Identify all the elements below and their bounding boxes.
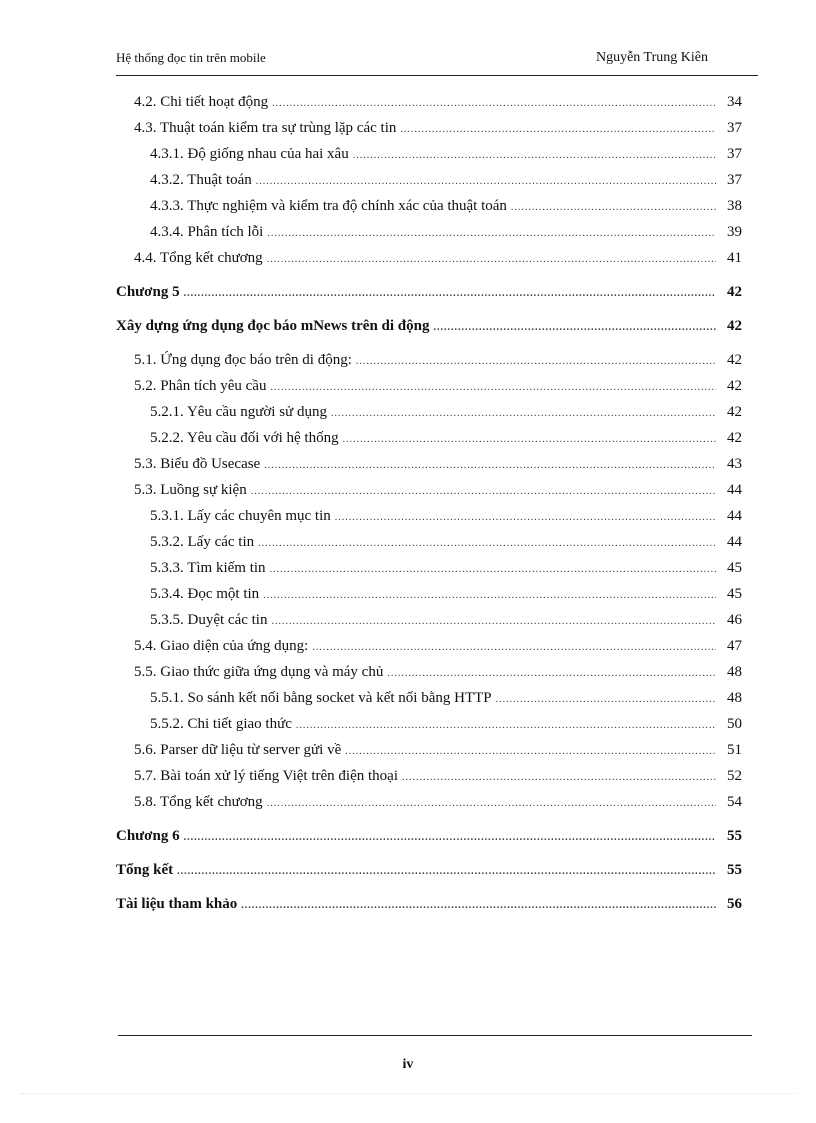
toc-entry[interactable] [116,170,742,190]
toc-entry-page: 56 [727,896,742,912]
toc-entry-title: 5.7. Bài toán xử lý tiếng Việt trên điện thoại [134,768,398,784]
toc-entry-title: 4.3.3. Thực nghiệm và kiểm tra độ chính xác của thuật toán [150,198,507,214]
toc-entry[interactable] [116,92,742,112]
toc-entry[interactable] [116,506,742,526]
toc-entry-page: 42 [727,352,742,368]
toc-entry-page: 44 [727,534,742,550]
toc-entry-title: Chương 6 [116,828,180,844]
toc-entry[interactable] [116,826,742,846]
toc-entry[interactable] [116,480,742,500]
toc-entry-title: 5.5.1. So sánh kết nối bằng socket và kết nối bằng HTTP [150,690,492,706]
toc-entry-title: 5.2.1. Yêu cầu người sử dụng [150,404,327,420]
toc-entry-title: 4.3.1. Độ giống nhau của hai xâu [150,146,349,162]
toc-entry[interactable] [116,860,742,880]
toc-entry[interactable] [116,454,742,474]
header-divider [116,75,758,76]
toc-leader-dots [272,94,716,114]
toc-leader-dots [241,896,716,916]
toc-entry-page: 42 [727,378,742,394]
toc-entry[interactable] [116,714,742,734]
toc-entry-title: 4.2. Chi tiết hoạt động [134,94,269,110]
toc-entry-page: 37 [727,172,742,188]
toc-entry-page: 43 [727,456,742,472]
toc-entry-page: 45 [727,586,742,602]
header-title: Hệ thống đọc tin trên mobile [116,50,266,65]
toc-entry-page: 42 [727,404,742,420]
toc-entry[interactable] [116,316,742,336]
toc-entry[interactable] [116,282,742,302]
toc-entry-title: 5.3. Biểu đồ Usecase [134,456,261,472]
toc-entry-page: 51 [727,742,742,758]
toc-entry-page: 42 [727,430,742,446]
toc-entry-page: 37 [727,120,742,136]
toc-entry-title: Tổng kết [116,862,174,878]
toc-entry[interactable] [116,792,742,812]
page-number: iv [402,1057,414,1072]
toc-entry-title: 5.2.2. Yêu cầu đối với hệ thống [150,430,339,446]
toc-leader-dots [184,828,716,848]
toc-entry-title: 5.5.2. Chi tiết giao thức [150,716,292,732]
toc-entry[interactable] [116,584,742,604]
toc-entry-title: Chương 5 [116,284,180,300]
toc-entry-page: 55 [727,862,742,878]
toc-entry[interactable] [116,636,742,656]
toc-entry-page: 37 [727,146,742,162]
toc-entry[interactable] [116,428,742,448]
toc-entry[interactable] [116,376,742,396]
toc-leader-dots [264,456,716,476]
toc-leader-dots [433,318,716,338]
toc-leader-dots [256,172,716,192]
toc-entry-page: 52 [727,768,742,784]
toc-entry[interactable] [116,558,742,578]
toc-leader-dots [177,862,716,882]
toc-entry[interactable] [116,222,742,242]
toc-entry[interactable] [116,894,742,914]
toc-entry-page: 45 [727,560,742,576]
toc-leader-dots [356,352,716,372]
toc-leader-dots [267,794,716,814]
page-header [116,50,708,70]
toc-leader-dots [331,404,716,424]
page-edge-line [20,1093,796,1094]
toc-leader-dots [343,430,716,450]
toc-leader-dots [258,534,716,554]
toc-leader-dots [251,482,716,502]
toc-entry[interactable] [116,196,742,216]
toc-leader-dots [263,586,716,606]
toc-entry-page: 34 [727,94,742,110]
toc-leader-dots [400,120,716,140]
toc-entry-page: 48 [727,664,742,680]
toc-entry-page: 44 [727,508,742,524]
toc-leader-dots [267,224,716,244]
toc-leader-dots [270,378,716,398]
toc-entry-title: 5.3.3. Tìm kiếm tin [150,560,266,576]
toc-entry-title: 5.5. Giao thức giữa ứng dụng và máy chủ [134,664,384,680]
toc-entry[interactable] [116,118,742,138]
toc-entry-title: Xây dựng ứng dụng đọc báo mNews trên di động [116,318,430,334]
toc-entry-page: 44 [727,482,742,498]
toc-entry-page: 42 [727,284,742,300]
toc-leader-dots [402,768,716,788]
toc-entry-page: 54 [727,794,742,810]
toc-entry-page: 55 [727,828,742,844]
toc-entry-title: 4.4. Tổng kết chương [134,250,263,266]
toc-entry-page: 47 [727,638,742,654]
toc-entry-title: 5.3.5. Duyệt các tin [150,612,268,628]
toc-leader-dots [353,146,716,166]
toc-entry-title: 5.6. Parser dữ liệu từ server gửi về [134,742,342,758]
toc-entry-title: 5.2. Phân tích yêu cầu [134,378,267,394]
toc-entry-title: 5.3.2. Lấy các tin [150,534,255,550]
toc-entry[interactable] [116,610,742,630]
toc-leader-dots [345,742,716,762]
toc-entry-title: 4.3. Thuật toán kiểm tra sự trùng lặp các tin [134,120,397,136]
toc-entry-title: 5.8. Tổng kết chương [134,794,263,810]
toc-entry[interactable] [116,766,742,786]
toc-entry-page: 38 [727,198,742,214]
toc-leader-dots [267,250,716,270]
toc-entry-title: 5.3.4. Đọc một tin [150,586,260,602]
toc-leader-dots [387,664,716,684]
toc-entry[interactable] [116,662,742,682]
toc-entry[interactable] [116,248,742,268]
toc-entry-page: 41 [727,250,742,266]
toc-leader-dots [511,198,716,218]
toc-entry-page: 46 [727,612,742,628]
toc-entry[interactable] [116,402,742,422]
toc-entry-title: 4.3.4. Phân tích lỗi [150,224,264,240]
toc-entry[interactable] [116,144,742,164]
toc-leader-dots [312,638,716,658]
toc-entry-title: 5.3.1. Lấy các chuyên mục tin [150,508,331,524]
toc-entry-page: 42 [727,318,742,334]
toc-leader-dots [296,716,716,736]
toc-leader-dots [496,690,716,710]
toc-entry-title: 5.3. Luồng sự kiện [134,482,247,498]
toc-leader-dots [271,612,716,632]
footer-divider [118,1035,752,1036]
toc-entry-title: 5.4. Giao diện của ứng dụng: [134,638,309,654]
toc-entry-title: Tài liệu tham khảo [116,896,238,912]
toc-entry[interactable] [116,688,742,708]
toc-entry-page: 48 [727,690,742,706]
toc-entry-page: 39 [727,224,742,240]
toc-leader-dots [335,508,716,528]
toc-entry[interactable] [116,740,742,760]
toc-entry-page: 50 [727,716,742,732]
toc-entry-title: 5.1. Ứng dụng đọc báo trên di động: [134,352,352,368]
header-author: Nguyễn Trung Kiên [595,50,708,65]
toc-entry[interactable] [116,532,742,552]
toc-entry[interactable] [116,350,742,370]
toc-entry-title: 4.3.2. Thuật toán [150,172,252,188]
toc-leader-dots [270,560,716,580]
toc-leader-dots [184,284,716,304]
